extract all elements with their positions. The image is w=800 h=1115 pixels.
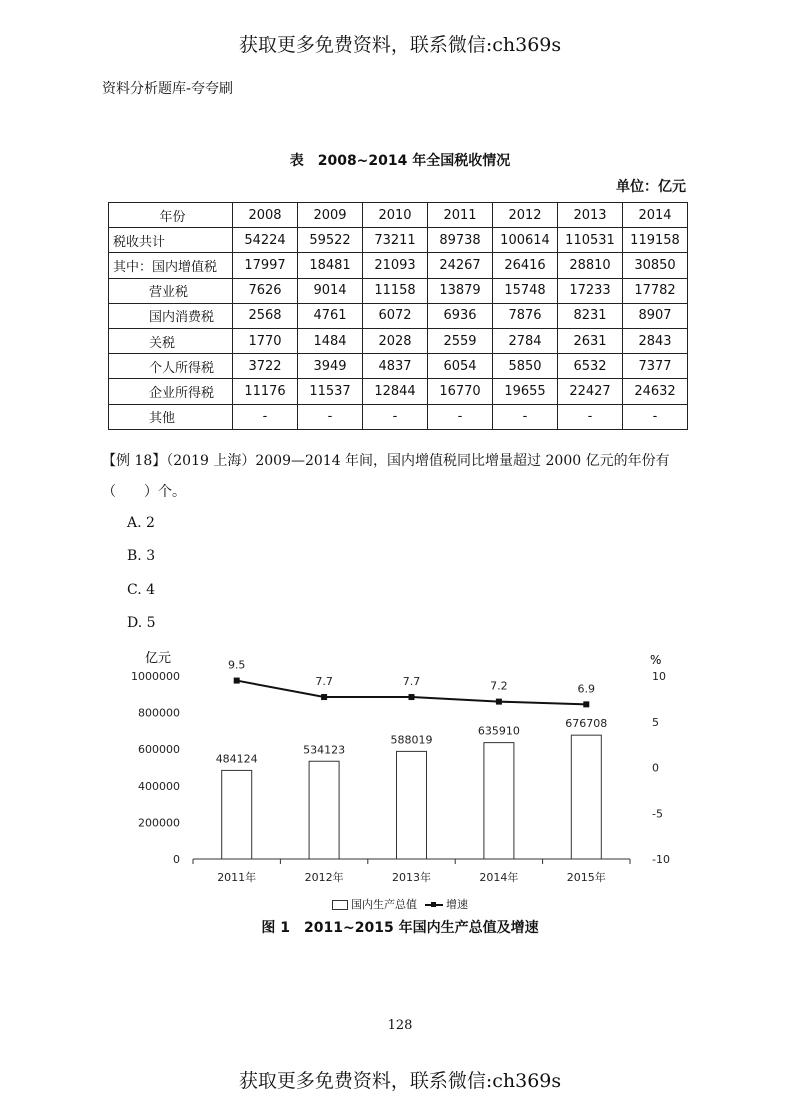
growth-point <box>321 694 327 700</box>
growth-point-label: 7.2 <box>490 679 508 693</box>
left-tick-label: 800000 <box>138 706 180 720</box>
row-label: 其他 <box>109 404 233 429</box>
table-cell: - <box>558 404 623 429</box>
table-cell: 6936 <box>428 303 493 328</box>
table-cell: 1770 <box>233 328 298 353</box>
growth-point-label: 9.5 <box>227 658 246 672</box>
table-row <box>109 354 688 379</box>
table-cell: 59522 <box>298 228 363 253</box>
table-cell: 19655 <box>493 379 558 404</box>
left-tick-label: 400000 <box>138 779 180 793</box>
right-axis-label: % <box>650 653 662 667</box>
table-cell: 3949 <box>298 354 363 379</box>
promo-banner-top: 获取更多免费资料，联系微信:ch369s <box>238 34 562 56</box>
table-cell: 24267 <box>428 253 493 278</box>
table-cell: 6072 <box>363 303 428 328</box>
gdp-bar-label: 588019 <box>390 733 433 747</box>
table-cell: 11176 <box>233 379 298 404</box>
tax-table <box>108 202 688 430</box>
table-row <box>109 278 688 303</box>
gdp-bar-label: 635910 <box>477 724 520 738</box>
table-cell: 54224 <box>233 228 298 253</box>
table-header-row <box>109 203 688 228</box>
table-cell: 119158 <box>623 228 688 253</box>
x-tick-label: 2012年 <box>304 871 344 884</box>
table-cell: - <box>233 404 298 429</box>
table-cell: 100614 <box>493 228 558 253</box>
header-cell: 2014 <box>623 203 688 228</box>
header-cell: 2009 <box>298 203 363 228</box>
x-tick-label: 2014年 <box>479 871 519 884</box>
row-label: 税收共计 <box>109 228 233 253</box>
header-cell: 2008 <box>233 203 298 228</box>
gdp-chart <box>0 640 800 890</box>
table-cell: 1484 <box>298 328 363 353</box>
figure-caption: 图 1 2011~2015 年国内生产总值及增速 <box>261 920 539 936</box>
table-cell: 8907 <box>623 303 688 328</box>
question-text: 【例 18】（2019 上海）2009—2014 年间，国内增值税同比增量超过 2000 亿元的年份有 <box>102 453 670 469</box>
table-cell: 17997 <box>233 253 298 278</box>
header-cell: 2010 <box>363 203 428 228</box>
table-cell: 7876 <box>493 303 558 328</box>
header-cell: 年份 <box>109 203 233 228</box>
table-cell: 4837 <box>363 354 428 379</box>
table-cell: 2843 <box>623 328 688 353</box>
x-tick-label: 2011年 <box>217 871 257 884</box>
table-title: 表 2008~2014 年全国税收情况 <box>289 153 511 169</box>
table-row <box>109 228 688 253</box>
row-label: 其中：国内增值税 <box>109 253 233 278</box>
chart-legend <box>0 896 800 912</box>
option-a: A. 2 <box>127 515 155 531</box>
growth-point <box>496 699 502 705</box>
header-cell: 2012 <box>493 203 558 228</box>
right-tick-label: -10 <box>652 853 670 866</box>
growth-point <box>234 678 240 684</box>
table-row <box>109 253 688 278</box>
row-label: 国内消费税 <box>109 303 233 328</box>
page-number: 128 <box>387 1018 413 1033</box>
table-cell: 2028 <box>363 328 428 353</box>
table-cell: 7377 <box>623 354 688 379</box>
gdp-bar <box>309 761 339 859</box>
legend-bar-label: 国内生产总值 <box>351 898 417 911</box>
row-label: 个人所得税 <box>109 354 233 379</box>
gdp-bar-label: 484124 <box>215 752 258 766</box>
table-cell: 2631 <box>558 328 623 353</box>
table-cell: 8231 <box>558 303 623 328</box>
table-row <box>109 379 688 404</box>
right-tick-label: -5 <box>652 807 663 821</box>
page-subheader: 资料分析题库-夸夸刷 <box>102 81 234 97</box>
table-cell: 5850 <box>493 354 558 379</box>
right-tick-label: 5 <box>652 715 659 729</box>
left-tick-label: 0 <box>173 853 180 866</box>
gdp-bar <box>397 751 427 859</box>
table-cell: 2559 <box>428 328 493 353</box>
table-cell: 26416 <box>493 253 558 278</box>
legend-line-label: 增速 <box>446 898 468 911</box>
table-cell: - <box>493 404 558 429</box>
table-unit: 单位：亿元 <box>616 179 686 195</box>
table-cell: 2568 <box>233 303 298 328</box>
row-label: 营业税 <box>109 278 233 303</box>
table-cell: 28810 <box>558 253 623 278</box>
row-label: 企业所得税 <box>109 379 233 404</box>
table-cell: 11537 <box>298 379 363 404</box>
right-tick-label: 0 <box>652 761 659 775</box>
gdp-bar <box>222 770 252 859</box>
legend-bar-swatch <box>332 900 348 910</box>
table-row <box>109 303 688 328</box>
table-cell: 9014 <box>298 278 363 303</box>
table-cell: 89738 <box>428 228 493 253</box>
table-cell: 6054 <box>428 354 493 379</box>
table-cell: 17782 <box>623 278 688 303</box>
x-tick-label: 2015年 <box>566 871 606 884</box>
gdp-bar <box>484 743 514 859</box>
option-b: B. 3 <box>127 548 156 564</box>
table-cell: - <box>428 404 493 429</box>
growth-point-label: 7.7 <box>402 675 421 689</box>
table-cell: - <box>298 404 363 429</box>
table-cell: 13879 <box>428 278 493 303</box>
gdp-bar-label: 676708 <box>565 717 608 731</box>
option-c: C. 4 <box>127 582 156 598</box>
table-cell: 22427 <box>558 379 623 404</box>
table-cell: - <box>363 404 428 429</box>
header-cell: 2011 <box>428 203 493 228</box>
table-cell: 18481 <box>298 253 363 278</box>
option-d: D. 5 <box>127 615 156 631</box>
table-cell: 16770 <box>428 379 493 404</box>
table-cell: 21093 <box>363 253 428 278</box>
legend-line-swatch <box>425 904 443 906</box>
table-cell: - <box>623 404 688 429</box>
promo-banner-bottom: 获取更多免费资料，联系微信:ch369s <box>238 1070 562 1092</box>
table-row <box>109 328 688 353</box>
table-cell: 73211 <box>363 228 428 253</box>
row-label: 关税 <box>109 328 233 353</box>
gdp-bar <box>571 735 601 859</box>
growth-point-label: 7.7 <box>315 675 333 689</box>
table-cell: 12844 <box>363 379 428 404</box>
header-cell: 2013 <box>558 203 623 228</box>
table-cell: 4761 <box>298 303 363 328</box>
table-cell: 30850 <box>623 253 688 278</box>
left-tick-label: 1000000 <box>131 670 180 683</box>
table-cell: 24632 <box>623 379 688 404</box>
table-cell: 7626 <box>233 278 298 303</box>
table-cell: 3722 <box>233 354 298 379</box>
x-tick-label: 2013年 <box>392 871 431 884</box>
growth-point-label: 6.9 <box>577 682 596 696</box>
right-tick-label: 10 <box>652 670 666 683</box>
left-tick-label: 200000 <box>138 816 180 830</box>
growth-point <box>409 694 415 700</box>
table-cell: 15748 <box>493 278 558 303</box>
table-cell: 17233 <box>558 278 623 303</box>
left-tick-label: 600000 <box>138 743 180 757</box>
left-axis-label: 亿元 <box>145 651 172 666</box>
table-row <box>109 404 688 429</box>
table-cell: 6532 <box>558 354 623 379</box>
gdp-bar-label: 534123 <box>303 743 346 757</box>
table-cell: 2784 <box>493 328 558 353</box>
question-text-continued: （ ）个。 <box>102 484 186 500</box>
growth-point <box>583 701 589 707</box>
table-cell: 110531 <box>558 228 623 253</box>
table-cell: 11158 <box>363 278 428 303</box>
